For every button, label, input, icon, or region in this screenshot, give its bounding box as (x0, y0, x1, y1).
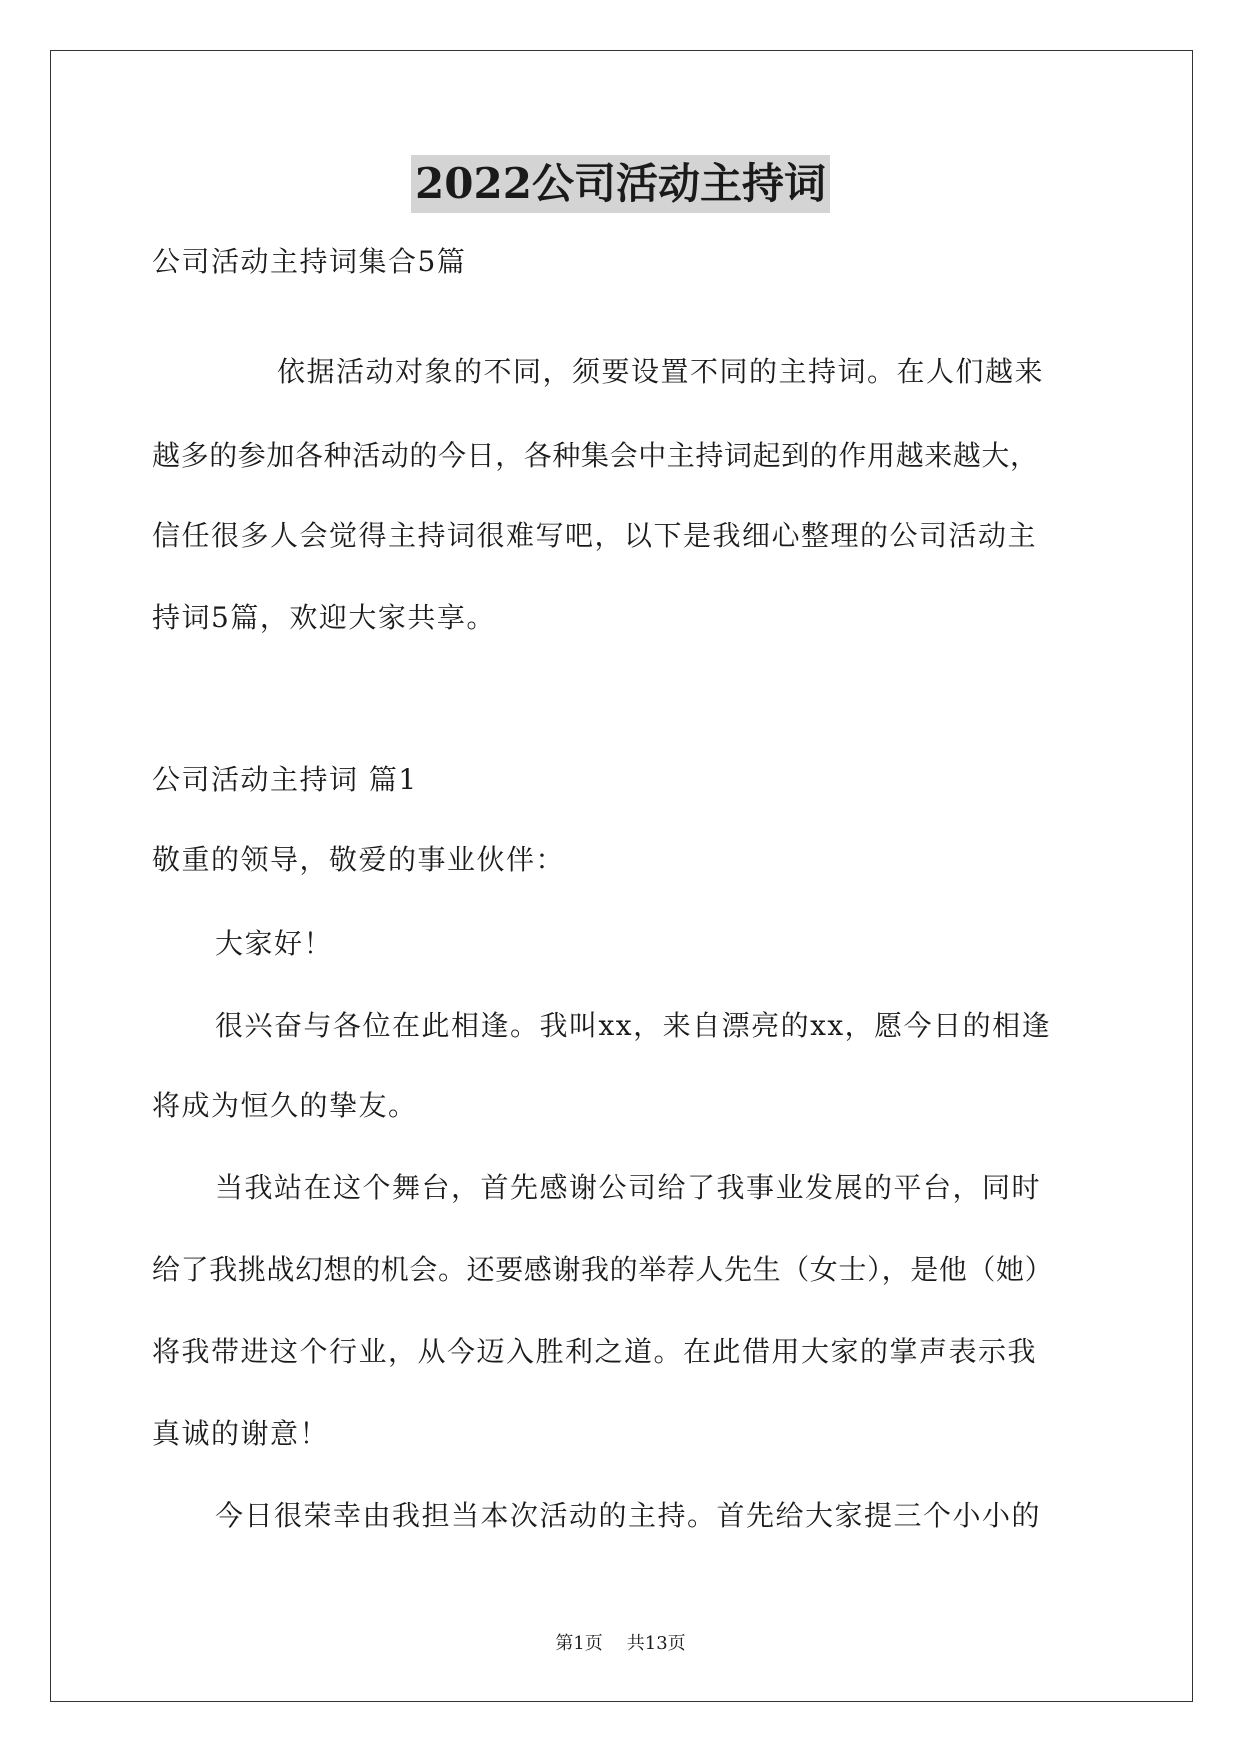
page-number-total: 共13页 (626, 1633, 686, 1654)
intro-line-3: 信任很多人会觉得主持词很难写吧，以下是我细心整理的公司活动主 (152, 519, 1038, 552)
page-number-current: 第1页 (555, 1633, 603, 1654)
body-line-1: 很兴奋与各位在此相逢。我叫xx，来自漂亮的xx，愿今日的相逢 (215, 1009, 1052, 1042)
body-line-7: 今日很荣幸由我担当本次活动的主持。首先给大家提三个小小的 (215, 1499, 1042, 1532)
body-line-2: 将成为恒久的挚友。 (152, 1089, 418, 1122)
intro-line-4: 持词5篇，欢迎大家共享。 (152, 601, 496, 634)
intro-line-2: 越多的参加各种活动的今日，各种集会中主持词起到的作用越来越大， (152, 439, 1039, 472)
body-line-4: 给了我挑战幻想的机会。还要感谢我的举荐人先生（女士），是他（她） (152, 1253, 1054, 1286)
body-line-3: 当我站在这个舞台，首先感谢公司给了我事业发展的平台，同时 (215, 1171, 1042, 1204)
body-line-6: 真诚的谢意！ (152, 1417, 330, 1450)
section-heading-1: 公司活动主持词 篇1 (152, 763, 418, 796)
body-line-5: 将我带进这个行业，从今迈入胜利之道。在此借用大家的掌声表示我 (152, 1335, 1038, 1368)
intro-line-1: 依据活动对象的不同，须要设置不同的主持词。在人们越来 (277, 355, 1045, 388)
subtitle-line: 公司活动主持词集合5篇 (152, 245, 467, 278)
salutation-line: 敬重的领导，敬爱的事业伙伴： (152, 843, 566, 876)
title-container (0, 155, 1241, 213)
page-footer (0, 1632, 1241, 1656)
greeting-line: 大家好！ (215, 927, 334, 960)
document-title: 2022公司活动主持词 (411, 155, 830, 213)
